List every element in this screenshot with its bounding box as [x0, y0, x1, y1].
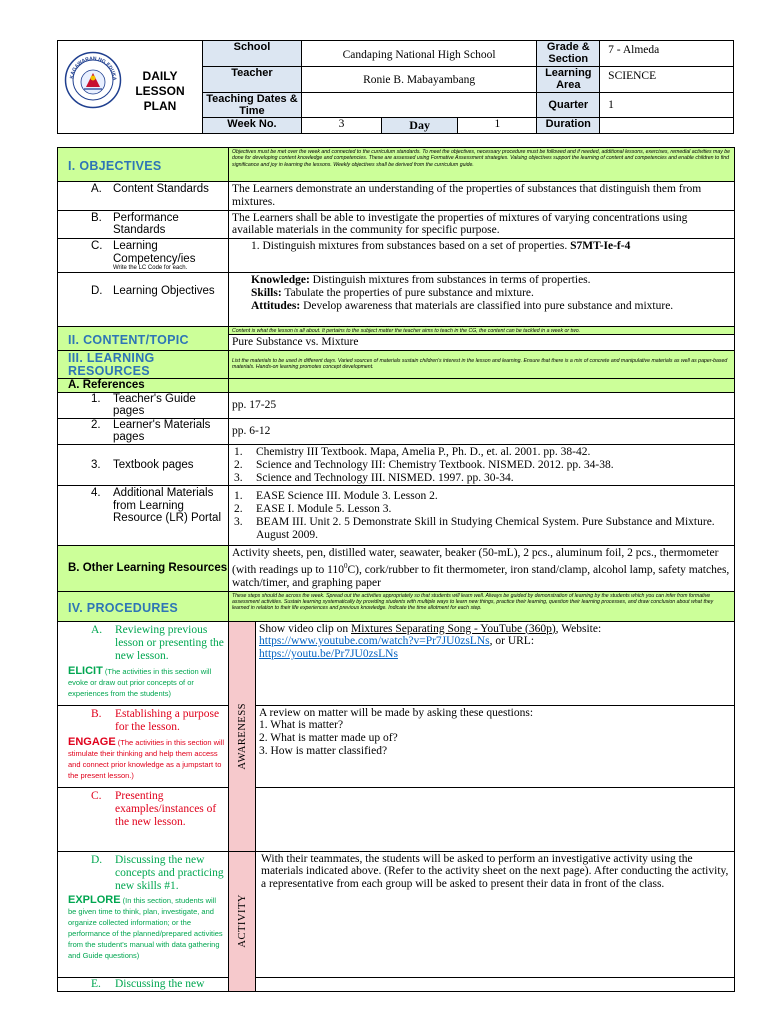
school-value: Candaping National High School [301, 41, 537, 67]
learners-materials-label: 2. Learner's Materials pages [58, 418, 229, 444]
procedure-e-title: Discussing the new [115, 977, 205, 990]
competency-note: Write the LC Code for each. [113, 265, 188, 272]
lesson-plan-table [57, 147, 735, 992]
day-value: 1 [458, 118, 537, 134]
objectives-heading: I. OBJECTIVES [58, 148, 229, 182]
grade-label: Grade & Section [537, 41, 600, 67]
page-title: DAILY LESSON PLAN [135, 69, 185, 113]
content-standards-label: A. Content Standards [58, 182, 229, 211]
content-standards-text: The Learners demonstrate an understanding of the properties of substances that distinguish them from mixtures. [229, 182, 735, 211]
procedure-b-text: A review on matter will be made by asking these questions: 1. What is matter? 2. What is matter made up of? 3. How is matter classified? [256, 705, 735, 787]
procedure-a-text: Show video clip on Mixtures Separating Song - YouTube (360p), Website: https://www.youtube.com/watch?v=Pr7JU0zsLNs, or URL: https://youtu.be/Pr7JU0zsLNs [256, 621, 735, 705]
deped-seal-icon [64, 51, 122, 109]
content-topic: Pure Substance vs. Mixture [232, 336, 359, 349]
day-label: Day [382, 118, 458, 134]
learners-materials-pages: pp. 6-12 [229, 418, 735, 444]
engage-label: ENGAGE (The activities in this section will stimulate their thinking and help them access and connect prior knowledge as a jumpstart to the present lesson.) [68, 735, 225, 780]
awareness-band: AWARENESS [229, 621, 256, 851]
performance-standards-label: B. Performance Standards [58, 210, 229, 239]
objectives-note: Objectives must be met over the week and connected to the curriculum standards. To meet the objectives, necessary procedure must be followed and if needed, additional lessons, exercises, remedial activities may be done for developing content knowledge and competencies. These are assessed using Formative Assessment strategies. Valuing objectives support the learning of content and competencies and enable children to find significance and joy in learning the lessons. Weekly objectives shall be derived from the curriculum guide. [229, 148, 735, 182]
header-table [57, 40, 734, 134]
school-label: School [203, 41, 302, 67]
area-value: SCIENCE [600, 67, 734, 93]
list-item: 3. Science and Technology III. NISMED. 1997. pp. 30-34. [234, 471, 514, 484]
procedure-c-text [256, 787, 735, 851]
duration-value [600, 118, 734, 134]
textbook-label: 3. Textbook pages [58, 444, 229, 485]
competency-label: C. Learning Competency/ies Write the LC Code for each. [58, 239, 229, 273]
procedure-e-text [256, 977, 735, 991]
teacher-value: Ronie B. Mabayambang [301, 67, 537, 93]
week-value: 3 [301, 118, 381, 134]
content-cell [229, 327, 735, 351]
list-item: 1. EASE Science III. Module 3. Lesson 2. [234, 490, 438, 503]
procedure-d-text: With their teammates, the students will be asked to perform an investigative activity using the materials indicated above. (Refer to the activity sheet on the next page). After conducting the activity, a representative from each group will be asked to present their data in front of the class. [256, 851, 735, 977]
youtube-url-link[interactable]: https://www.youtube.com/watch?v=Pr7JU0zsLNs [259, 635, 490, 648]
procedures-heading: IV. PROCEDURES [58, 591, 229, 621]
procedure-b-title: Establishing a purpose for the lesson. [115, 707, 220, 733]
logo-title-cell [58, 41, 203, 134]
teacher-label: Teacher [203, 67, 302, 93]
teachers-guide-pages: pp. 17-25 [229, 392, 735, 418]
procedure-d-label: D. Discussing the new concepts and practicing new skills #1. EXPLORE (In this section, students will be given time to think, plan, investigate, and organize collected information; or the performance of the planned/prepared activities from the student's manual with data gathering and Guide questions) [58, 851, 229, 977]
resources-heading: III. LEARNING RESOURCES [58, 350, 229, 378]
textbook-list [229, 444, 735, 485]
duration-label: Duration [537, 118, 600, 134]
lr-portal-label: 4. Additional Materials from Learning Resource (LR) Portal [58, 486, 229, 546]
content-note: Content is what the lesson is all about. It pertains to the subject matter the teacher aims to teach in the CG, the content can be tackled in a week or two. [229, 327, 734, 335]
other-resources-text: Activity sheets, pen, distilled water, seawater, beaker (50-mL), 2 pcs., aluminum foil, 2 pcs., thermometer (with readings up to $110^0C$), cork/rubber to fit thermometer, iron stand/clamp, alcohol lamp, safety matches, watch/timer, and graphing paper [229, 546, 735, 591]
procedure-c-title: Presenting examples/instances of the new lesson. [115, 789, 217, 828]
resources-note: List the materials to be used in different days. Varied sources of materials sustain children's interest in the lesson and learning. Ensure that there is a mix of concrete and manipulative materials as well as paper-based materials. Hands-on learning promotes concept development. [229, 350, 735, 378]
dates-value [301, 93, 537, 118]
lr-portal-list [229, 486, 735, 546]
explore-label: EXPLORE (In this section, students will be given time to think, plan, investigate, and organize collected information; or the performance of the planned/prepared activities from the student's manual with data gathering and Guide questions) [68, 893, 223, 960]
list-item: 3. BEAM III. Unit 2. 5 Demonstrate Skill in Studying Chemical System. Pure Substance and Mixture. August 2009. [234, 515, 715, 541]
references-label: A. References [58, 378, 229, 392]
week-label: Week No. [203, 118, 302, 134]
procedure-d-title: Discussing the new concepts and practicing new skills #1. [115, 853, 224, 892]
svg-text:KAGAWARAN NG EDUKASYON: KAGAWARAN NG EDUKA [68, 55, 118, 81]
quarter-label: Quarter [537, 93, 600, 118]
procedure-b-label: B. Establishing a purpose for the lesson. ENGAGE (The activities in this section will stimulate their thinking and help them access and connect prior knowledge as a jumpstart to the present lesson.) [58, 705, 229, 787]
list-item: 2. Science and Technology III: Chemistry Textbook. NISMED. 2012. pp. 34-38. [234, 458, 614, 471]
elicit-label: ELICIT (The activities in this section will evoke or draw out prior concepts of or experiences from the students) [68, 664, 212, 698]
procedure-e-label: E. Discussing the new [58, 977, 229, 991]
procedure-c-label: C. Presenting examples/instances of the new lesson. [58, 787, 229, 851]
content-heading: II. CONTENT/TOPIC [58, 327, 229, 351]
learning-objectives-label: D. Learning Objectives [58, 273, 229, 327]
learning-objectives-text: Knowledge: Distinguish mixtures from substances in terms of properties. Skills: Tabulate the properties of pure substance and mixture. Attitudes: Develop awareness that materials are classified into pure substance and mixture. [229, 273, 735, 327]
procedure-a-title: Reviewing previous lesson or presenting the new lesson. [115, 623, 224, 662]
video-title-link[interactable]: Mixtures Separating Song - YouTube (360p) [351, 622, 556, 635]
references-blank [229, 378, 735, 392]
grade-value: 7 - Almeda [600, 41, 734, 67]
other-resources-label: B. Other Learning Resources [58, 546, 229, 591]
quarter-value: 1 [600, 93, 734, 118]
procedure-a-label: A. Reviewing previous lesson or presenting the new lesson. ELICIT (The activities in this section will evoke or draw out prior concepts of or experiences from the students) [58, 621, 229, 705]
list-item: 2. EASE I. Module 5. Lesson 3. [234, 503, 392, 516]
list-item: 1. Chemistry III Textbook. Mapa, Amelia P., Ph. D., et. al. 2001. pp. 38-42. [234, 445, 591, 458]
activity-band: ACTIVITY [229, 851, 256, 991]
teachers-guide-label: 1. Teacher's Guide pages [58, 392, 229, 418]
dates-label: Teaching Dates & Time [203, 93, 302, 118]
performance-standards-text: The Learners shall be able to investigate the properties of mixtures of varying concentrations using available materials in the community for specific purpose. [229, 210, 735, 239]
short-url-link[interactable]: https://youtu.be/Pr7JU0zsLNs [259, 648, 398, 661]
area-label: Learning Area [537, 67, 600, 93]
procedures-note: These steps should be across the week. Spread out the activities appropriately so that students will learn well. Always be guided by demonstration of learning by the students which you can infer from formative assessment activities. Sustain learning systematically by providing students with multiple ways to learn new things, practice their learning, question their learning processes, and draw conclusion about what they learned in relation to their life experiences and previous knowledge. Indicate the time allotment for each step. [229, 591, 735, 621]
competency-text: 1. Distinguish mixtures from substances based on a set of properties. S7MT-Ie-f-4 [229, 239, 735, 273]
